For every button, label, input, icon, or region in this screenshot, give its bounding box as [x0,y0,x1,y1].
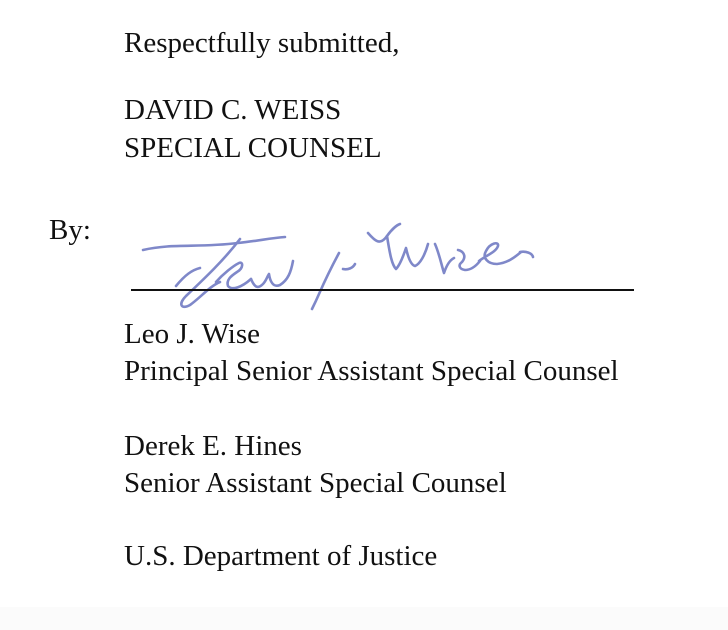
special-counsel-title: SPECIAL COUNSEL [124,132,382,164]
handwritten-signature [128,208,648,318]
signer-title-principal-senior-assistant-special-counsel: Principal Senior Assistant Special Counsel [124,355,619,387]
by-label: By: [49,214,91,246]
signature-area [128,208,648,318]
signer-name-derek-hines: Derek E. Hines [124,430,302,462]
signer-title-senior-assistant-special-counsel: Senior Assistant Special Counsel [124,467,507,499]
special-counsel-name: DAVID C. WEISS [124,94,342,126]
signature-line [131,289,634,291]
closing-phrase: Respectfully submitted, [124,27,400,59]
department-name: U.S. Department of Justice [124,540,438,572]
bottom-margin [0,607,728,630]
signer-name-leo-wise: Leo J. Wise [124,318,261,350]
